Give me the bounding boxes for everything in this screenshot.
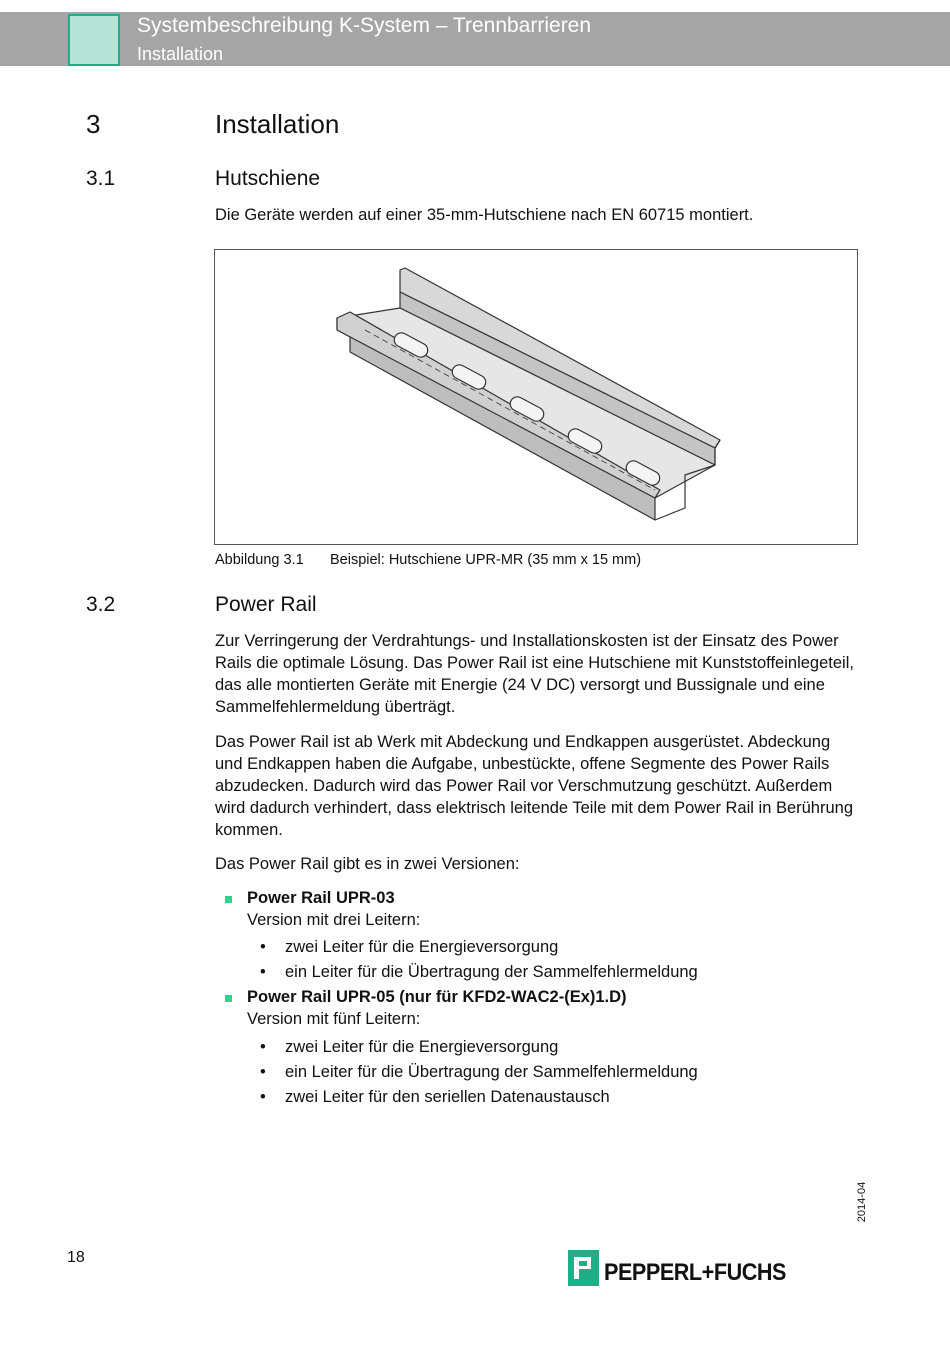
document-subtitle: Installation [137, 44, 224, 64]
paragraph: Zur Verringerung der Verdrahtungs- und Installationskosten ist der Einsatz des Power Rails die optimale Lösung. Das Power Rail ist eine Hutschiene mit Kunststoffeinlegeteil, das alle montierten Geräte mit Energie (24 V DC) versorgt und Bussignale und eine Sammelfehlermeldung überträgt. [215, 632, 854, 716]
subsection-title: Hutschiene [215, 167, 321, 190]
logo-mark-icon [568, 1250, 599, 1286]
din-rail-illustration [215, 250, 857, 544]
version-description: Version mit fünf Leitern: [247, 1010, 421, 1028]
list-item-text: zwei Leiter für die Energieversorgung [285, 1038, 559, 1056]
subsection-title: Power Rail [215, 593, 317, 616]
figure-caption: Beispiel: Hutschiene UPR-MR (35 mm x 15 mm) [330, 552, 642, 568]
bullet-icon: • [260, 1063, 266, 1081]
paragraph: Das Power Rail ist ab Werk mit Abdeckung und Endkappen ausgerüstet. Abdeckung und Endkappen haben die Aufgabe, unbestückte, offene Segmente des Power Rails abzudecken. Dadurch wird das Power Rail vor Verschmutzung geschützt. Außerdem wird dadurch verhindert, dass elektrisch leitende Teile mit dem Power Rail in Berührung kommen. [215, 733, 854, 839]
version-description: Version mit drei Leitern: [247, 911, 421, 929]
list-item-text: zwei Leiter für die Energieversorgung [285, 938, 559, 956]
subsection-number: 3.2 [86, 593, 116, 616]
section-number: 3 [86, 109, 101, 139]
version-title: Power Rail UPR-05 (nur für KFD2-WAC2-(Ex)1.D) [247, 988, 627, 1006]
bullet-icon: • [260, 1088, 266, 1106]
header-color-square [68, 14, 120, 66]
list-item-text: ein Leiter für die Übertragung der Sammelfehlermeldung [285, 1063, 698, 1081]
figure-label: Abbildung 3.1 [215, 552, 304, 568]
subsection-text: Die Geräte werden auf einer 35-mm-Hutschiene nach EN 60715 montiert. [215, 206, 754, 224]
list-item-text: zwei Leiter für den seriellen Datenaustausch [285, 1088, 610, 1106]
bullet-icon: • [260, 938, 266, 956]
list-item-text: ein Leiter für die Übertragung der Sammelfehlermeldung [285, 963, 698, 981]
square-bullet-icon [225, 995, 232, 1002]
paragraph: Das Power Rail gibt es in zwei Versionen: [215, 855, 520, 873]
figure-frame [214, 249, 858, 545]
version-title: Power Rail UPR-03 [247, 889, 395, 907]
bullet-icon: • [260, 1038, 266, 1056]
square-bullet-icon [225, 896, 232, 903]
section-title: Installation [215, 109, 340, 139]
date-code: 2014-04 [856, 1181, 869, 1223]
bullet-icon: • [260, 963, 266, 981]
page-number: 18 [67, 1249, 85, 1266]
subsection-number: 3.1 [86, 167, 116, 190]
logo-text: PEPPERL+FUCHS [604, 1259, 786, 1286]
document-title: Systembeschreibung K-System – Trennbarrieren [137, 14, 592, 37]
